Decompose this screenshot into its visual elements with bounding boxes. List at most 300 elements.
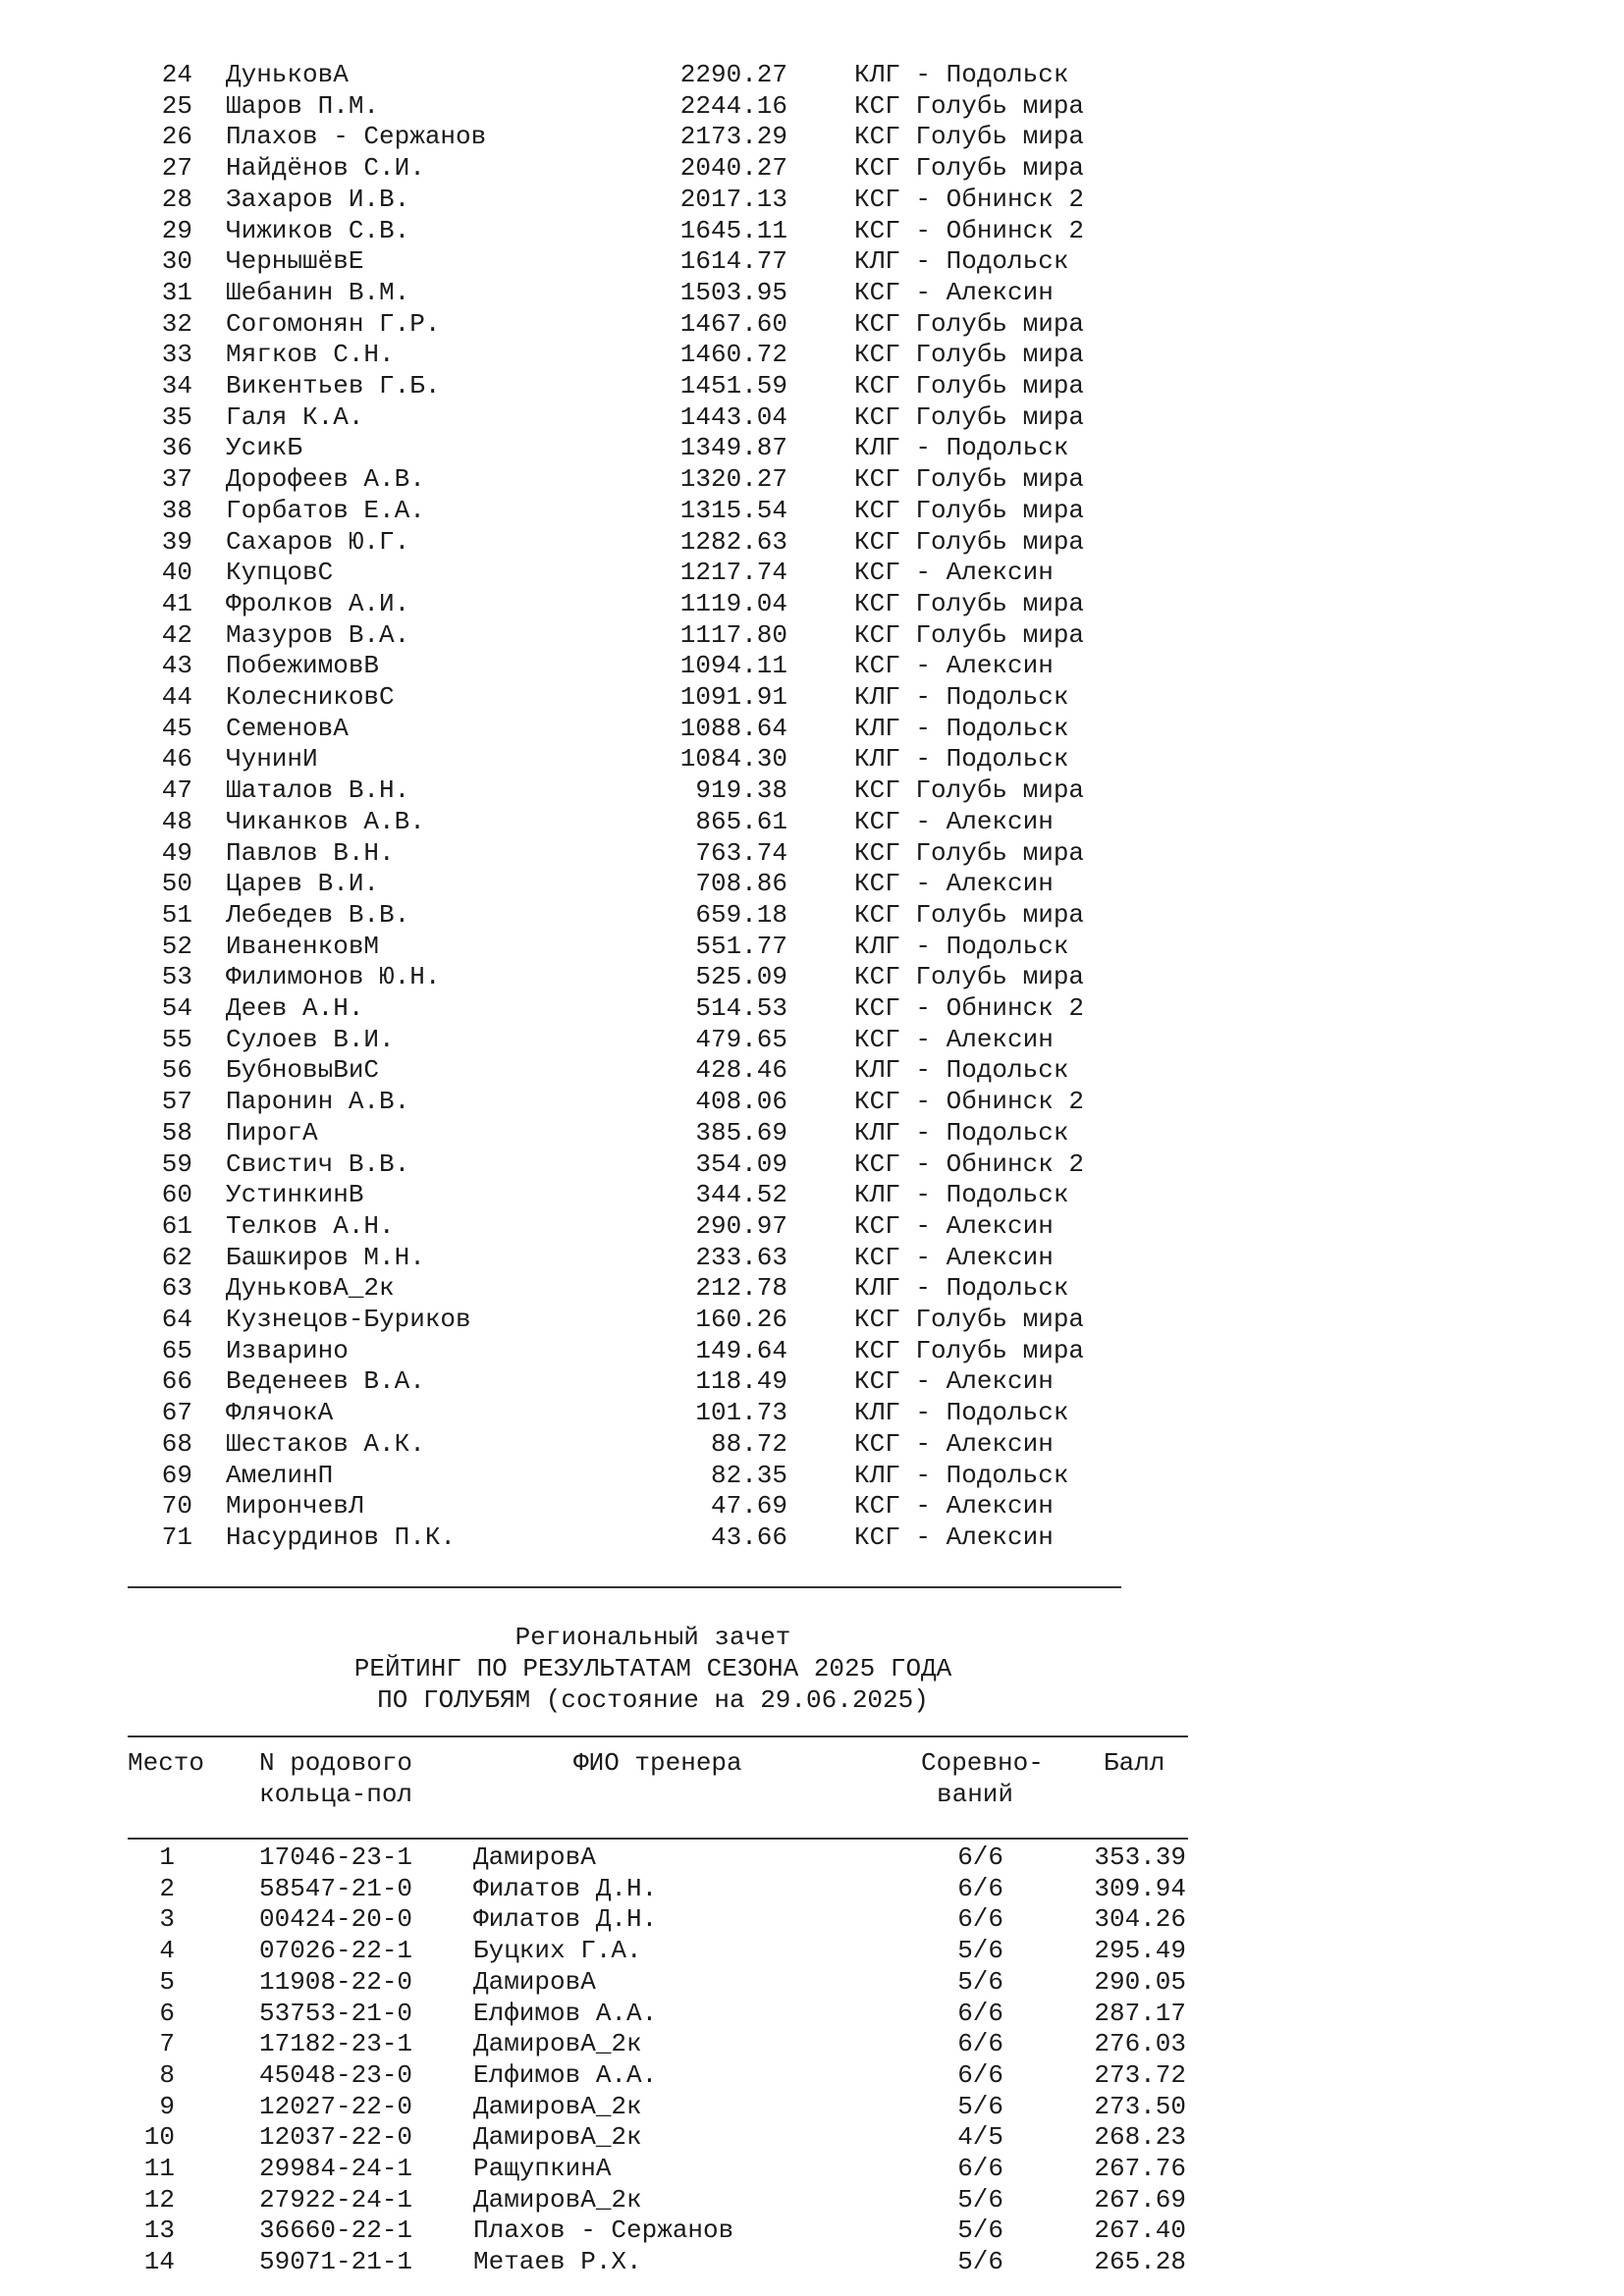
club-member-name: ПобежимовВ: [226, 651, 380, 681]
club-score: 82.35: [710, 1460, 787, 1490]
club-place: 49: [161, 837, 192, 868]
club-score: 2040.27: [679, 153, 787, 184]
club-place: 66: [161, 1366, 192, 1397]
ring-number: 29984-24-1: [259, 2154, 413, 2183]
bird-place: 2: [159, 1873, 175, 1903]
club-member-name: ЧернышёвЕ: [226, 246, 364, 277]
club-score: 919.38: [695, 775, 787, 806]
bird-score: 287.17: [1094, 1998, 1186, 2028]
club-score: 344.52: [695, 1180, 787, 1210]
club-place: 67: [161, 1398, 192, 1428]
club-rating-row: [0, 432, 1624, 463]
club-place: 27: [161, 153, 192, 184]
club-rating-row: [0, 339, 1624, 370]
club-place: 58: [161, 1117, 192, 1148]
competitions-count: 5/6: [957, 2091, 1003, 2121]
club-rating-row: [0, 961, 1624, 992]
club-member-name: Изварино: [226, 1335, 349, 1365]
club-rating-row: [0, 650, 1624, 681]
club-score: 763.74: [695, 837, 787, 868]
bird-place: 9: [159, 2091, 175, 2121]
club-rating-row: [0, 1460, 1624, 1491]
club-place: 30: [161, 246, 192, 277]
bird-score: 268.23: [1094, 2122, 1186, 2153]
club-place: 52: [161, 931, 192, 961]
club-rating-row: [0, 1304, 1624, 1335]
club-rating-row: [0, 1522, 1624, 1553]
bird-place: 6: [159, 1998, 175, 2028]
competitions-count: 5/6: [957, 1966, 1003, 1997]
club-member-name: АмелинП: [226, 1460, 334, 1490]
club-place: 43: [161, 651, 192, 681]
club-place: 41: [161, 588, 192, 618]
club-score: 1503.95: [679, 277, 787, 307]
club-rating-row: [0, 806, 1624, 837]
club-score: 408.06: [695, 1087, 787, 1117]
club-name: КСГ Голубь мира: [854, 153, 1085, 184]
club-score: 101.73: [695, 1398, 787, 1428]
club-place: 60: [161, 1180, 192, 1210]
trainer-name: Буцких Г.А.: [473, 1936, 642, 1966]
club-score: 1320.27: [679, 464, 787, 495]
club-rating-row: [0, 152, 1624, 184]
club-rating-row: [0, 1210, 1624, 1242]
club-rating-row: [0, 837, 1624, 869]
club-rating-row: [0, 308, 1624, 340]
ring-number: 27922-24-1: [259, 2184, 413, 2215]
club-rating-row: [0, 401, 1624, 433]
club-score: 1084.30: [679, 744, 787, 774]
trainer-name: ДамировА_2к: [473, 2091, 642, 2121]
club-score: 47.69: [710, 1491, 787, 1522]
club-member-name: Насурдинов П.К.: [226, 1522, 457, 1552]
club-place: 61: [161, 1210, 192, 1241]
club-name: КСГ Голубь мира: [854, 464, 1085, 495]
competitions-count: 6/6: [957, 1904, 1003, 1935]
club-name: КСГ Голубь мира: [854, 122, 1085, 152]
bird-place: 5: [159, 1966, 175, 1997]
club-name: КСГ Голубь мира: [854, 1335, 1085, 1365]
ring-number: 17046-23-1: [259, 1842, 413, 1872]
bird-place: 11: [143, 2154, 175, 2183]
club-rating-row: [0, 1024, 1624, 1055]
bird-rating-row: [0, 2028, 1624, 2059]
club-score: 118.49: [695, 1366, 787, 1397]
club-score: 2290.27: [679, 60, 787, 89]
club-score: 659.18: [695, 899, 787, 930]
club-name: КСГ - Алексин: [854, 869, 1054, 899]
club-name: КСГ - Алексин: [854, 1366, 1054, 1397]
club-place: 68: [161, 1428, 192, 1459]
ring-number: 53753-21-0: [259, 1998, 413, 2028]
bird-score: 304.26: [1094, 1904, 1186, 1935]
club-place: 53: [161, 962, 192, 992]
club-score: 2173.29: [679, 122, 787, 152]
club-name: КСГ Голубь мира: [854, 775, 1085, 806]
club-member-name: Деев А.Н.: [226, 993, 364, 1023]
club-name: КСГ Голубь мира: [854, 619, 1085, 650]
club-member-name: УсикБ: [226, 433, 303, 463]
club-score: 149.64: [695, 1335, 787, 1365]
trainer-name: ДамировА_2к: [473, 2184, 642, 2215]
club-score: 1467.60: [679, 308, 787, 339]
club-score: 865.61: [695, 806, 787, 836]
club-member-name: Захаров И.В.: [226, 184, 410, 214]
club-rating-row: [0, 1117, 1624, 1148]
club-rating-row: [0, 1397, 1624, 1428]
ring-number: 11908-22-0: [259, 1966, 413, 1997]
club-place: 26: [161, 122, 192, 152]
club-score: 43.66: [710, 1522, 787, 1552]
club-name: КСГ - Обнинск 2: [854, 184, 1085, 214]
bird-score: 309.94: [1094, 1873, 1186, 1903]
club-name: КСГ - Алексин: [854, 1522, 1054, 1552]
ring-number: 36660-22-1: [259, 2216, 413, 2246]
club-rating-row: [0, 992, 1624, 1024]
competitions-count: 5/6: [957, 2247, 1003, 2277]
club-member-name: Викентьев Г.Б.: [226, 371, 441, 400]
club-score: 1088.64: [679, 713, 787, 743]
club-member-name: ДуньковА: [226, 60, 349, 89]
trainer-name: ДамировА: [473, 1842, 596, 1872]
club-rating-row: [0, 1148, 1624, 1180]
club-name: КСГ - Обнинск 2: [854, 1087, 1085, 1117]
club-score: 212.78: [695, 1273, 787, 1304]
club-member-name: КолесниковС: [226, 682, 395, 712]
club-score: 1460.72: [679, 340, 787, 370]
bird-score: 267.69: [1094, 2184, 1186, 2215]
club-score: 1315.54: [679, 495, 787, 525]
club-member-name: Свистич В.В.: [226, 1148, 410, 1179]
club-score: 1119.04: [679, 588, 787, 618]
club-place: 71: [161, 1522, 192, 1552]
club-score: 1091.91: [679, 682, 787, 712]
club-score: 479.65: [695, 1024, 787, 1054]
club-name: КСГ Голубь мира: [854, 1305, 1085, 1334]
club-score: 1282.63: [679, 526, 787, 557]
club-member-name: Дорофеев А.В.: [226, 464, 425, 495]
club-name: КЛГ - Подольск: [854, 744, 1069, 774]
trainer-name: РащупкинА: [473, 2154, 612, 2183]
club-score: 708.86: [695, 869, 787, 899]
club-member-name: Горбатов Е.А.: [226, 495, 425, 525]
club-name: КСГ Голубь мира: [854, 401, 1085, 432]
club-rating-row: [0, 743, 1624, 774]
club-place: 50: [161, 869, 192, 899]
bird-score: 265.28: [1094, 2247, 1186, 2277]
club-name: КСГ - Алексин: [854, 1491, 1054, 1522]
section-state-line: ПО ГОЛУБЯМ (состояние на 29.06.2025): [377, 1685, 929, 1715]
club-place: 38: [161, 495, 192, 525]
bird-place: 12: [143, 2184, 175, 2215]
club-place: 42: [161, 619, 192, 650]
club-name: КСГ Голубь мира: [854, 526, 1085, 557]
bird-rating-row: [0, 1873, 1624, 1904]
competitions-count: 6/6: [957, 2154, 1003, 2183]
club-member-name: Шебанин В.М.: [226, 277, 410, 307]
bird-place: 14: [143, 2247, 175, 2277]
bird-score: 273.72: [1094, 2059, 1186, 2090]
club-rating-row: [0, 681, 1624, 713]
bird-score: 276.03: [1094, 2029, 1186, 2059]
club-member-name: Веденеев В.А.: [226, 1366, 425, 1397]
club-member-name: Шестаков А.К.: [226, 1428, 425, 1459]
club-name: КЛГ - Подольск: [854, 1460, 1069, 1490]
club-place: 70: [161, 1491, 192, 1522]
club-member-name: Лебедев В.В.: [226, 899, 410, 930]
club-rating-row: [0, 868, 1624, 899]
club-place: 33: [161, 340, 192, 370]
bird-score: 273.50: [1094, 2091, 1186, 2121]
club-place: 47: [161, 775, 192, 806]
club-score: 1117.80: [679, 619, 787, 650]
club-member-name: Мягков С.Н.: [226, 340, 395, 370]
club-place: 46: [161, 744, 192, 774]
club-rating-row: [0, 1179, 1624, 1210]
header-competitions: Соревно-: [921, 1748, 1044, 1778]
club-score: 514.53: [695, 993, 787, 1023]
ring-number: 59071-21-1: [259, 2247, 413, 2277]
club-name: КСГ - Алексин: [854, 1024, 1054, 1054]
club-name: КСГ Голубь мира: [854, 340, 1085, 370]
club-member-name: Филимонов Ю.Н.: [226, 962, 441, 992]
club-place: 44: [161, 682, 192, 712]
club-name: КСГ Голубь мира: [854, 588, 1085, 618]
club-score: 385.69: [695, 1117, 787, 1148]
bird-place: 13: [143, 2216, 175, 2246]
club-place: 28: [161, 184, 192, 214]
club-rating-row: [0, 526, 1624, 558]
header-place: Место: [128, 1748, 205, 1778]
club-name: КЛГ - Подольск: [854, 931, 1069, 961]
bird-score: 353.39: [1094, 1842, 1186, 1872]
club-score: 1451.59: [679, 371, 787, 400]
club-member-name: ДуньковА_2к: [226, 1273, 395, 1304]
competitions-count: 6/6: [957, 1873, 1003, 1903]
club-rating-row: [0, 59, 1624, 90]
trainer-name: Филатов Д.Н.: [473, 1873, 658, 1903]
club-name: КЛГ - Подольск: [854, 433, 1069, 463]
bird-rating-row: [0, 2184, 1624, 2216]
club-score: 1217.74: [679, 558, 787, 588]
bird-rating-row: [0, 2121, 1624, 2153]
ring-number: 58547-21-0: [259, 1873, 413, 1903]
club-place: 31: [161, 277, 192, 307]
club-place: 40: [161, 558, 192, 588]
club-name: КЛГ - Подольск: [854, 60, 1069, 89]
club-score: 2244.16: [679, 90, 787, 121]
trainer-name: Филатов Д.Н.: [473, 1904, 658, 1935]
club-rating-row: [0, 1272, 1624, 1304]
club-rating-row: [0, 121, 1624, 152]
club-rating-row: [0, 1490, 1624, 1522]
header-ring: N родового: [259, 1748, 413, 1778]
bird-rating-row: [0, 1903, 1624, 1935]
club-name: КСГ Голубь мира: [854, 962, 1085, 992]
bird-place: 3: [159, 1904, 175, 1935]
ring-number: 07026-22-1: [259, 1936, 413, 1966]
club-name: КСГ - Алексин: [854, 1242, 1054, 1272]
bird-rating-row: [0, 1842, 1624, 1873]
club-place: 32: [161, 308, 192, 339]
club-score: 551.77: [695, 931, 787, 961]
club-name: КСГ - Алексин: [854, 1210, 1054, 1241]
club-rating-row: [0, 588, 1624, 619]
club-score: 88.72: [710, 1428, 787, 1459]
competitions-count: 5/6: [957, 2184, 1003, 2215]
club-place: 39: [161, 526, 192, 557]
club-name: КЛГ - Подольск: [854, 1180, 1069, 1210]
club-score: 160.26: [695, 1305, 787, 1334]
club-member-name: СеменовА: [226, 713, 349, 743]
bird-place: 4: [159, 1936, 175, 1966]
bird-score: 290.05: [1094, 1966, 1186, 1997]
trainer-name: ДамировА_2к: [473, 2029, 642, 2059]
club-place: 55: [161, 1024, 192, 1054]
club-place: 24: [161, 60, 192, 89]
club-score: 1349.87: [679, 433, 787, 463]
section-divider: [128, 1586, 1121, 1588]
competitions-count: 5/6: [957, 2216, 1003, 2246]
club-place: 35: [161, 401, 192, 432]
table-header-rule: [128, 1838, 1188, 1840]
club-member-name: МирончевЛ: [226, 1491, 364, 1522]
club-name: КСГ - Обнинск 2: [854, 993, 1085, 1023]
bird-rating-row: [0, 1998, 1624, 2029]
club-member-name: Сахаров Ю.Г.: [226, 526, 410, 557]
club-member-name: Плахов - Сержанов: [226, 122, 487, 152]
club-place: 45: [161, 713, 192, 743]
club-rating-row: [0, 931, 1624, 962]
club-member-name: БубновыВиС: [226, 1055, 380, 1086]
club-name: КСГ - Алексин: [854, 806, 1054, 836]
club-name: КСГ - Алексин: [854, 277, 1054, 307]
header-score: Балл: [1104, 1748, 1165, 1778]
club-place: 36: [161, 433, 192, 463]
club-member-name: Фролков А.И.: [226, 588, 410, 618]
club-score: 428.46: [695, 1055, 787, 1086]
club-score: 1614.77: [679, 246, 787, 277]
club-place: 64: [161, 1305, 192, 1334]
trainer-name: Елфимов А.А.: [473, 1998, 658, 2028]
bird-rating-row: [0, 2091, 1624, 2122]
club-member-name: Кузнецов-Буриков: [226, 1305, 471, 1334]
competitions-count: 6/6: [957, 1842, 1003, 1872]
section-subtitle: Региональный зачет: [514, 1623, 791, 1652]
bird-place: 7: [159, 2029, 175, 2059]
club-rating-row: [0, 245, 1624, 277]
ring-number: 45048-23-0: [259, 2059, 413, 2090]
club-rating-row: [0, 619, 1624, 651]
club-score: 1094.11: [679, 651, 787, 681]
bird-place: 1: [159, 1842, 175, 1872]
club-score: 525.09: [695, 962, 787, 992]
club-member-name: Башкиров М.Н.: [226, 1242, 425, 1272]
trainer-name: Елфимов А.А.: [473, 2059, 658, 2090]
club-name: КЛГ - Подольск: [854, 713, 1069, 743]
club-place: 51: [161, 899, 192, 930]
trainer-name: Метаев Р.Х.: [473, 2247, 642, 2277]
club-place: 48: [161, 806, 192, 836]
club-member-name: ФлячокА: [226, 1398, 334, 1428]
club-name: КЛГ - Подольск: [854, 1398, 1069, 1428]
club-rating-row: [0, 774, 1624, 806]
club-place: 29: [161, 215, 192, 245]
club-rating-row: [0, 1242, 1624, 1273]
ring-number: 12027-22-0: [259, 2091, 413, 2121]
club-member-name: КупцовС: [226, 558, 334, 588]
club-rating-row: [0, 1428, 1624, 1460]
club-name: КЛГ - Подольск: [854, 246, 1069, 277]
trainer-name: Плахов - Сержанов: [473, 2216, 734, 2246]
header-trainer: ФИО тренера: [573, 1748, 742, 1778]
club-member-name: Царев В.И.: [226, 869, 380, 899]
club-rating-row: [0, 90, 1624, 122]
club-name: КЛГ - Подольск: [854, 1273, 1069, 1304]
club-member-name: УстинкинВ: [226, 1180, 364, 1210]
section-title: РЕЙТИНГ ПО РЕЗУЛЬТАТАМ СЕЗОНА 2025 ГОДА: [353, 1654, 952, 1683]
club-rating-row: [0, 1086, 1624, 1117]
bird-rating-row: [0, 2215, 1624, 2246]
club-score: 290.97: [695, 1210, 787, 1241]
club-place: 65: [161, 1335, 192, 1365]
bird-place: 10: [143, 2122, 175, 2153]
club-rating-row: [0, 1365, 1624, 1397]
club-rating-row: [0, 184, 1624, 215]
club-place: 63: [161, 1273, 192, 1304]
club-name: КСГ - Алексин: [854, 1428, 1054, 1459]
club-member-name: Телков А.Н.: [226, 1210, 395, 1241]
club-score: 1645.11: [679, 215, 787, 245]
club-name: КЛГ - Подольск: [854, 1055, 1069, 1086]
ring-number: 17182-23-1: [259, 2029, 413, 2059]
club-place: 25: [161, 90, 192, 121]
bird-rating-row: [0, 2246, 1624, 2277]
club-name: КСГ Голубь мира: [854, 308, 1085, 339]
competitions-count: 6/6: [957, 2059, 1003, 2090]
club-name: КЛГ - Подольск: [854, 1117, 1069, 1148]
club-member-name: Шаров П.М.: [226, 90, 380, 121]
club-member-name: Согомонян Г.Р.: [226, 308, 441, 339]
club-place: 54: [161, 993, 192, 1023]
club-member-name: ПирогА: [226, 1117, 318, 1148]
club-name: КСГ Голубь мира: [854, 371, 1085, 400]
club-rating-row: [0, 277, 1624, 308]
competitions-count: 6/6: [957, 1998, 1003, 2028]
club-rating-row: [0, 899, 1624, 931]
club-name: КСГ Голубь мира: [854, 90, 1085, 121]
bird-rating-row: [0, 1966, 1624, 1998]
club-place: 69: [161, 1460, 192, 1490]
bird-score: 267.76: [1094, 2154, 1186, 2183]
club-member-name: ИваненковМ: [226, 931, 380, 961]
club-member-name: Павлов В.Н.: [226, 837, 395, 868]
bird-place: 8: [159, 2059, 175, 2090]
club-name: КСГ Голубь мира: [854, 495, 1085, 525]
club-place: 62: [161, 1242, 192, 1272]
club-score: 354.09: [695, 1148, 787, 1179]
club-member-name: Найдёнов С.И.: [226, 153, 425, 184]
club-name: КСГ - Алексин: [854, 558, 1054, 588]
club-rating-row: [0, 370, 1624, 401]
club-rating-row: [0, 215, 1624, 246]
club-member-name: Паронин А.В.: [226, 1087, 410, 1117]
club-name: КЛГ - Подольск: [854, 682, 1069, 712]
competitions-count: 5/6: [957, 1936, 1003, 1966]
club-member-name: Галя К.А.: [226, 401, 364, 432]
club-place: 37: [161, 464, 192, 495]
club-member-name: Чижиков С.В.: [226, 215, 410, 245]
